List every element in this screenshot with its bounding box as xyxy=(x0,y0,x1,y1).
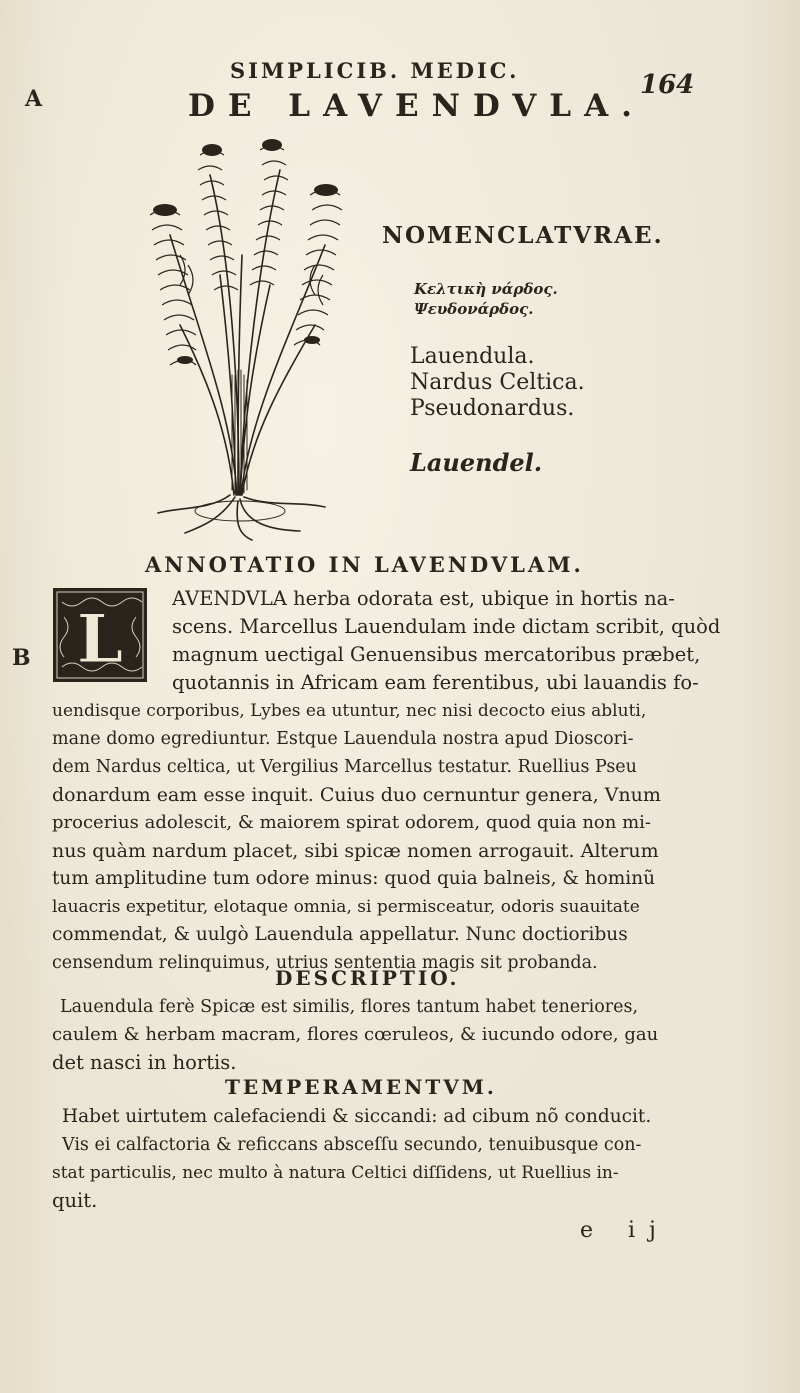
temperamentum-line: stat particulis, nec multo à natura Celtici diſſidens, ut Ruellius in- xyxy=(52,1163,619,1183)
annotation-line: dem Nardus celtica, ut Vergilius Marcellus testatur. Ruellius Pseu xyxy=(52,757,637,777)
annotation-line: scens. Marcellus Lauendulam inde dictam scribit, quòd xyxy=(172,615,721,638)
signature-mark: e ij xyxy=(580,1218,670,1243)
latin-name: Lauendula. xyxy=(410,344,535,369)
descriptio-line: det nasci in hortis. xyxy=(52,1051,237,1074)
annotation-line: quotannis in Africam eam ferentibus, ubi lauandis fo- xyxy=(172,671,699,694)
margin-letter-a: A xyxy=(25,86,43,112)
annotation-line: censendum relinquimus, utrius sententia magis sit probanda. xyxy=(52,953,598,973)
greek-name: Ψευδονάρδος. xyxy=(414,300,534,318)
temperamentum-line: quit. xyxy=(52,1189,98,1212)
annotation-line: nus quàm nardum placet, sibi spicæ nomen arrogauit. Alterum xyxy=(52,840,659,862)
page-number: 164 xyxy=(640,70,695,100)
latin-name: Nardus Celtica. xyxy=(410,370,585,395)
nomenclature-heading: NOMENCLATVRAE. xyxy=(382,222,664,249)
margin-letter-b: B xyxy=(12,645,31,671)
annotation-line: procerius adolescit, & maiorem spirat odorem, quod quia non mi- xyxy=(52,812,651,833)
annotation-line: magnum uectigal Genuensibus mercatoribus præbet, xyxy=(172,643,701,666)
annotation-line: lauacris expetitur, elotaque omnia, si permisceatur, odoris suauitate xyxy=(52,897,640,917)
annotation-line: tum amplitudine tum odore minus: quod quia balneis, & hominũ xyxy=(52,868,656,889)
chapter-title: DE LAVENDVLA. xyxy=(188,88,645,124)
temperamentum-line: Habet uirtutem calefaciendi & siccandi: ad cibum nõ conducit. xyxy=(62,1106,652,1127)
temperamentum-line: Vis ei calfactoria & reficcans absceſſu secundo, tenuibusque con- xyxy=(62,1135,642,1155)
annotation-heading: ANNOTATIO IN LAVENDVLAM. xyxy=(145,552,584,577)
temperamentum-heading: TEMPERAMENTVM. xyxy=(225,1075,497,1099)
annotation-line: commendat, & uulgò Lauendula appellatur. Nunc doctioribus xyxy=(52,924,628,945)
annotation-line: AVENDVLA herba odorata est, ubique in hortis na- xyxy=(172,587,675,610)
descriptio-line: Lauendula ferè Spicæ est similis, flores tantum habet teneriores, xyxy=(60,997,639,1017)
descriptio-line: caulem & herbam macram, flores cœruleos, & iucundo odore, gau xyxy=(52,1024,659,1045)
descriptio-heading: DESCRIPTIO. xyxy=(275,966,460,990)
annotation-line: donardum eam esse inquit. Cuius duo cernuntur genera, Vnum xyxy=(52,784,661,806)
latin-name: Pseudonardus. xyxy=(410,396,575,421)
decorated-initial xyxy=(52,587,148,683)
initial-letter: L xyxy=(76,600,124,678)
german-name: Lauendel. xyxy=(410,448,543,477)
greek-name: Κελτικὴ νάρδος. xyxy=(414,280,558,298)
running-head: SIMPLICIB. MEDIC. xyxy=(230,58,520,83)
annotation-line: mane domo egrediuntur. Estque Lauendula nostra apud Dioscori- xyxy=(52,729,634,749)
annotation-line: uendisque corporibus, Lybes ea utuntur, nec nisi decocto eius abluti, xyxy=(52,701,647,721)
lavender-woodcut-illustration xyxy=(140,135,365,545)
